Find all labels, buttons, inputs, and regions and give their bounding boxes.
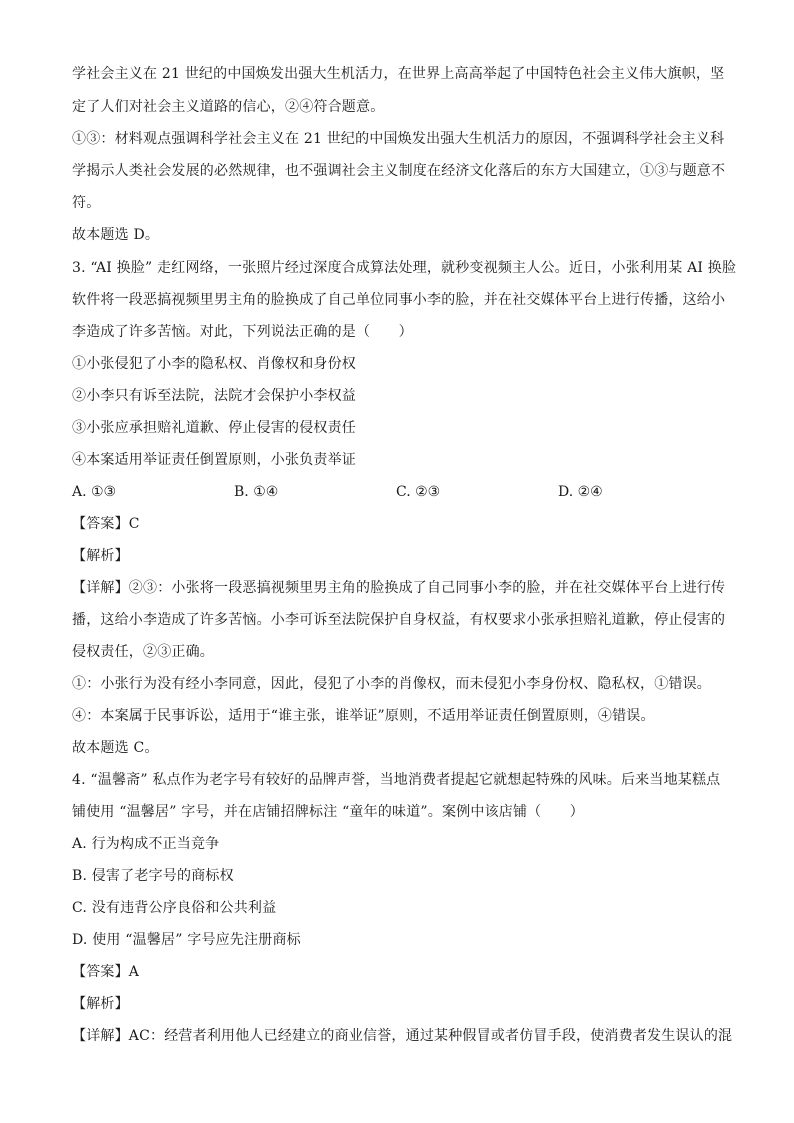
statement-2: ②小李只有诉至法院，法院才会保护小李权益 bbox=[72, 388, 356, 404]
q3-detail-line: 【详解】②③：小张将一段恶搞视频里男主角的脸换成了自己同事小李的脸，并在社交媒体平台上进行传 bbox=[72, 580, 726, 596]
text-line: 符。 bbox=[72, 195, 101, 211]
q3-detail-line: 故本题选 C。 bbox=[72, 740, 159, 756]
q4-option-a: A. 行为构成不正当竞争 bbox=[72, 836, 220, 852]
question-4-stem: 铺使用 “温馨居” 字号，并在店铺招牌标注 “童年的味道”。案例中该店铺（ ） bbox=[72, 804, 584, 820]
text-line: 故本题选 D。 bbox=[72, 227, 160, 243]
q4-answer: 【答案】A bbox=[72, 964, 140, 980]
statement-1: ①小张侵犯了小李的隐私权、肖像权和身份权 bbox=[72, 356, 356, 372]
q4-option-d: D. 使用 “温馨居” 字号应先注册商标 bbox=[72, 932, 301, 948]
q3-option-c: C. ②③ bbox=[396, 484, 441, 500]
q3-detail-line: ④：本案属于民事诉讼，适用于“谁主张，谁举证”原则，不适用举证责任倒置原则，④错误。 bbox=[72, 708, 655, 724]
question-4-stem: 4. “温馨斋” 私点作为老字号有较好的品牌声誉，当地消费者提起它就想起特殊的风味。后来当地某糕点 bbox=[72, 772, 721, 788]
question-3-stem: 3. “AI 换脸” 走红网络，一张照片经过深度合成算法处理，就秒变视频主人公。近日，小张利用某 AI 换脸 bbox=[72, 260, 737, 276]
question-3-stem: 李造成了许多苦恼。对此，下列说法正确的是（ ） bbox=[72, 324, 413, 340]
q4-option-b: B. 侵害了老字号的商标权 bbox=[72, 868, 234, 884]
q3-option-a: A. ①③ bbox=[72, 484, 117, 500]
text-line: ①③：材料观点强调科学社会主义在 21 世纪的中国焕发出强大生机活力的原因，不强调科学社会主义科 bbox=[72, 131, 725, 147]
question-3-stem: 软件将一段恶搞视频里男主角的脸换成了自己单位同事小李的脸，并在社交媒体平台上进行传播，这给小 bbox=[72, 292, 726, 308]
statement-3: ③小张应承担赔礼道歉、停止侵害的侵权责任 bbox=[72, 420, 356, 436]
text-line: 学社会主义在 21 世纪的中国焕发出强大生机活力，在世界上高高举起了中国特色社会主义伟大旗帜，坚 bbox=[72, 66, 725, 82]
q4-analysis-heading: 【解析】 bbox=[72, 996, 129, 1012]
q4-option-c: C. 没有违背公序良俗和公共利益 bbox=[72, 900, 277, 916]
q3-option-d: D. ②④ bbox=[558, 484, 603, 500]
q3-detail-line: 播，这给小李造成了许多苦恼。小李可诉至法院保护自身权益，有权要求小张承担赔礼道歉，停止侵害的 bbox=[72, 612, 726, 628]
q4-detail-line: 【详解】AC：经营者利用他人已经建立的商业信誉，通过某种假冒或者仿冒手段，使消费者发生误认的混 bbox=[72, 1028, 733, 1044]
text-line: 学揭示人类社会发展的必然规律，也不强调社会主义制度在经济文化落后的东方大国建立，①③与题意不 bbox=[72, 163, 726, 179]
q3-detail-line: 侵权责任，②③正确。 bbox=[72, 644, 214, 660]
q3-option-b: B. ①④ bbox=[234, 484, 279, 500]
q3-detail-line: ①：小张行为没有经小李同意，因此，侵犯了小李的肖像权，而未侵犯小李身份权、隐私权，①错误。 bbox=[72, 676, 711, 692]
statement-4: ④本案适用举证责任倒置原则，小张负责举证 bbox=[72, 452, 356, 468]
q3-answer: 【答案】C bbox=[72, 516, 140, 532]
text-line: 定了人们对社会主义道路的信心，②④符合题意。 bbox=[72, 99, 385, 115]
q3-analysis-heading: 【解析】 bbox=[72, 548, 129, 564]
